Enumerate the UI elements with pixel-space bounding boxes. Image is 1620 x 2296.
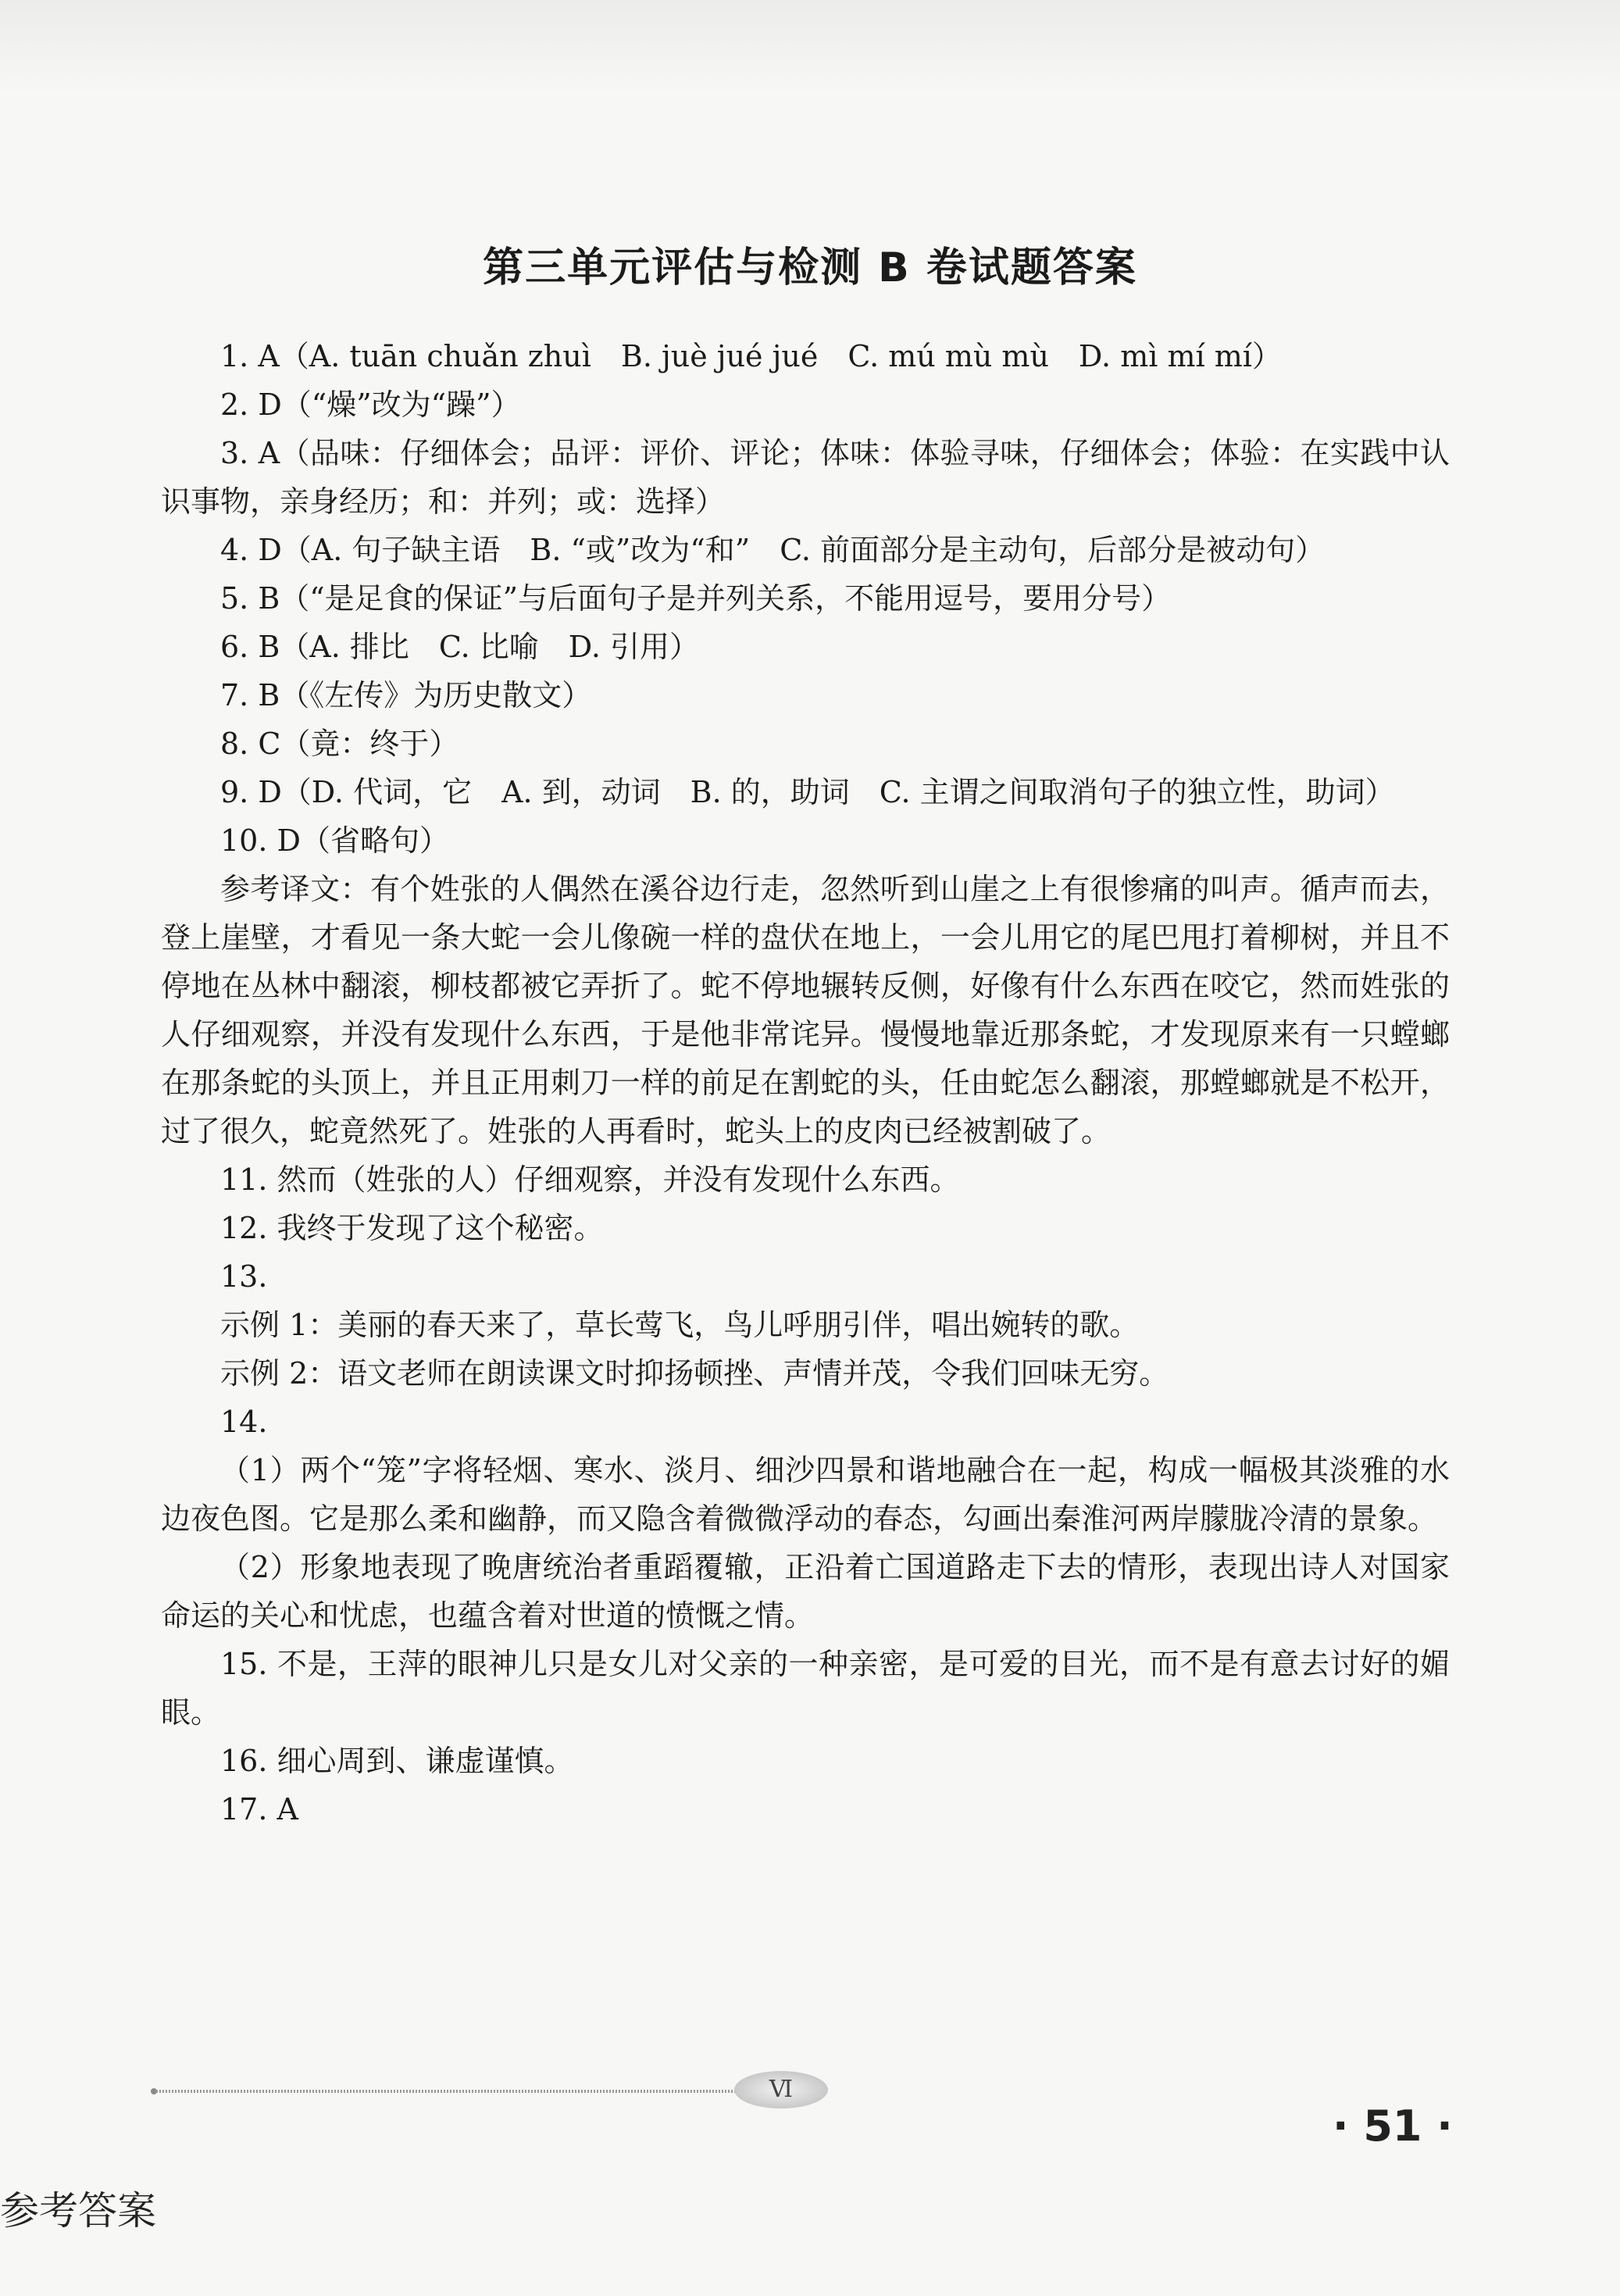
- answer-12: 12. 我终于发现了这个秘密。: [220, 1211, 604, 1245]
- answer-15: 15. 不是，王萍的眼神儿只是女儿对父亲的一种亲密，是可爱的目光，而不是有意去讨好的媚眼。: [161, 1647, 1450, 1730]
- answer-10: 10. D（省略句）: [220, 823, 449, 858]
- page-top-shadow: [0, 0, 1620, 94]
- page-title: 第三单元评估与检测 B 卷试题答案: [483, 245, 1137, 291]
- answer-4: 4. D（A. 句子缺主语 B. “或”改为“和” C. 前面部分是主动句，后部分是被动句）: [220, 533, 1326, 567]
- answer-5: 5. B（“是足食的保证”与后面句子是并列关系，不能用逗号，要用分号）: [220, 581, 1172, 616]
- answer-7: 7. B（《左传》为历史散文）: [220, 678, 592, 712]
- answer-body: [161, 332, 1450, 1834]
- roman-numeral-badge: Ⅵ: [734, 2071, 828, 2109]
- answer-13: 13.: [220, 1259, 268, 1294]
- section-label: 参考答案: [0, 2188, 156, 2234]
- page-number: · 51 ·: [1333, 2101, 1453, 2151]
- answer-14-part-1: （1）两个“笼”字将轻烟、寒水、淡月、细沙四景和谐地融合在一起，构成一幅极其淡雅的水边夜色图。它是那么柔和幽静，而又隐含着微微浮动的春态，勾画出秦淮河两岸朦胧冷清的景象。: [161, 1453, 1450, 1536]
- answer-17: 17. A: [220, 1792, 298, 1826]
- answer-14-part-2: （2）形象地表现了晚唐统治者重蹈覆辙，正沿着亡国道路走下去的情形，表现出诗人对国家命运的关心和忧虑，也蕴含着对世道的愤慨之情。: [161, 1550, 1450, 1633]
- answer-8: 8. C（竟：终于）: [220, 727, 459, 761]
- answer-14: 14.: [220, 1405, 268, 1439]
- answer-11: 11. 然而（姓张的人）仔细观察，并没有发现什么东西。: [220, 1162, 960, 1197]
- answer-9: 9. D（D. 代词，它 A. 到，动词 B. 的，助词 C. 主谓之间取消句子的独立性，助词）: [220, 775, 1395, 809]
- answer-13-example-2: 示例 2：语文老师在朗读课文时抑扬顿挫、声情并茂，令我们回味无穷。: [220, 1356, 1169, 1391]
- answer-16: 16. 细心周到、谦虚谨慎。: [220, 1744, 574, 1778]
- translation-paragraph: 参考译文：有个姓张的人偶然在溪谷边行走，忽然听到山崖之上有很惨痛的叫声。循声而去，登上崖壁，才看见一条大蛇一会儿像碗一样的盘伏在地上，一会儿用它的尾巴甩打着柳树，并且不停地在丛林中翻滚，柳枝都被它弄折了。蛇不停地辗转反侧，好像有什么东西在咬它，然而姓张的人仔细观察，并没有发现什么东西，于是他非常诧异。慢慢地靠近那条蛇，才发现原来有一只螳螂在那条蛇的头顶上，并且正用刺刀一样的前足在割蛇的头，任由蛇怎么翻滚，那螳螂就是不松开，过了很久，蛇竟然死了。姓张的人再看时，蛇头上的皮肉已经被割破了。: [161, 872, 1450, 1148]
- footer-decorative-rule: [150, 2087, 744, 2095]
- answer-2: 2. D（“燥”改为“躁”）: [220, 387, 521, 422]
- answer-6: 6. B（A. 排比 C. 比喻 D. 引用）: [220, 630, 700, 664]
- answer-1: 1. A（A. tuān chuǎn zhuì B. juè jué jué C. mú mù mù D. mì mí mí）: [220, 339, 1282, 373]
- answer-3: 3. A（品味：仔细体会；品评：评价、评论；体味：体验寻味，仔细体会；体验：在实践中认识事物，亲身经历；和：并列；或：选择）: [161, 436, 1450, 519]
- answer-13-example-1: 示例 1：美丽的春天来了，草长莺飞，鸟儿呼朋引伴，唱出婉转的歌。: [220, 1308, 1140, 1342]
